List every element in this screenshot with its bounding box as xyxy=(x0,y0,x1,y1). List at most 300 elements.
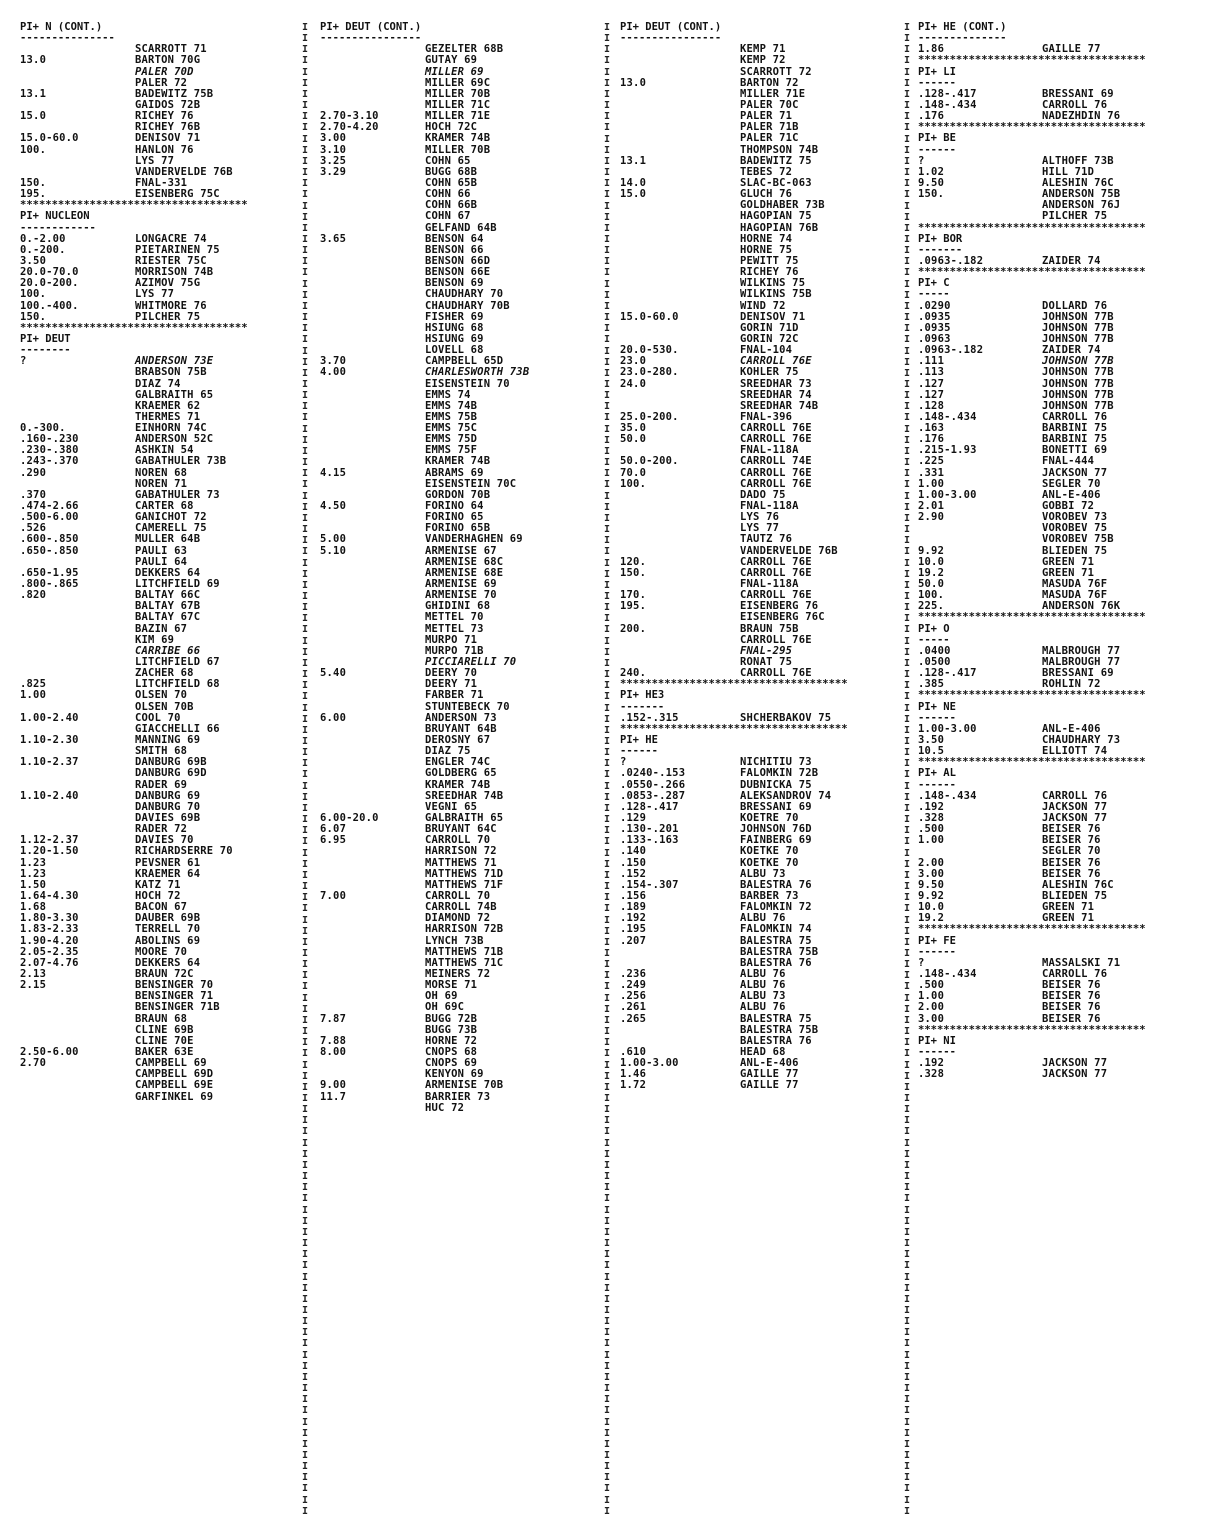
reference-label: GORIN 72C xyxy=(740,332,799,345)
reference-label: MORRISON 74B xyxy=(135,266,214,279)
reference-label: GREEN 71 xyxy=(1042,555,1095,568)
momentum-value: 23.0-280. xyxy=(620,366,679,379)
reference-label: SCARROTT 72 xyxy=(740,65,812,78)
entry-row xyxy=(320,456,605,467)
reference-label: BENSON 66E xyxy=(425,266,491,279)
reference-label: GREEN 71 xyxy=(1042,901,1095,914)
reference-label: ALBU 76 xyxy=(740,979,786,992)
entry-row xyxy=(620,301,904,312)
entry-row xyxy=(918,1014,1226,1025)
momentum-value: 150. xyxy=(620,566,647,579)
reference-label: AZIMOV 75G xyxy=(135,277,201,290)
momentum-value: .0853-.287 xyxy=(620,789,686,802)
reference-label: BRAUN 68 xyxy=(135,1012,188,1025)
entry-row xyxy=(320,211,605,222)
reference-label: DEKKERS 64 xyxy=(135,566,201,579)
reference-label: GEZELTER 68B xyxy=(425,43,504,56)
reference-label: TAUTZ 76 xyxy=(740,533,793,546)
entry-row xyxy=(620,1080,904,1091)
reference-label: BARTON 70G xyxy=(135,54,201,67)
momentum-value: .163 xyxy=(918,422,945,435)
reference-label: VOROBEV 75B xyxy=(1042,533,1114,546)
reference-label: EINHORN 74C xyxy=(135,422,207,435)
momentum-value: 1.00 xyxy=(918,477,945,490)
star-separator: ************************************ xyxy=(620,679,848,691)
entry-row xyxy=(20,312,300,323)
reference-label: PIETARINEN 75 xyxy=(135,243,220,256)
momentum-value: 35.0 xyxy=(620,422,647,435)
reference-label: KRAEMER 64 xyxy=(135,867,201,880)
reference-label: PALER 71 xyxy=(740,110,793,123)
momentum-value: .236 xyxy=(620,967,647,980)
reference-label: ARMENISE 68E xyxy=(425,566,504,579)
momentum-value: ? xyxy=(620,756,627,769)
reference-label: EISENSTEIN 70C xyxy=(425,477,517,490)
momentum-value: .600-.850 xyxy=(20,533,79,546)
reference-label: KOETKE 70 xyxy=(740,845,799,858)
reference-label: BLIEDEN 75 xyxy=(1042,889,1108,902)
reference-label: JOHNSON 77B xyxy=(1042,310,1114,323)
reference-label: DAUBER 69B xyxy=(135,912,201,925)
reference-label: DANBURG 69D xyxy=(135,767,207,780)
momentum-value: 24.0 xyxy=(620,377,647,390)
reference-label: MANNING 69 xyxy=(135,734,201,746)
reference-label: FAINBERG 69 xyxy=(740,834,812,847)
reference-label: DEERY 70 xyxy=(425,667,478,680)
section-heading: PI+ HE (CONT.) xyxy=(918,22,1007,33)
reference-label: COHN 65B xyxy=(425,176,478,189)
momentum-value: .290 xyxy=(20,466,47,479)
reference-label: DEERY 71 xyxy=(425,678,478,691)
momentum-value: 3.00 xyxy=(918,867,945,880)
momentum-value: 3.50 xyxy=(20,254,47,267)
momentum-value: ? xyxy=(918,154,925,167)
reference-label: PALER 72 xyxy=(135,76,188,89)
momentum-value: .129 xyxy=(620,811,647,824)
reference-label: WILKINS 75 xyxy=(740,277,806,290)
reference-label: CARROLL 76 xyxy=(1042,98,1108,111)
reference-label: BRESSANI 69 xyxy=(740,800,812,813)
reference-label: FALOMKIN 72 xyxy=(740,901,812,914)
momentum-value: 1.86 xyxy=(918,43,945,56)
reference-label: BENSON 64 xyxy=(425,232,484,245)
entry-row xyxy=(918,211,1226,222)
reference-label: MASSALSKI 71 xyxy=(1042,956,1121,969)
reference-label: BLIEDEN 75 xyxy=(1042,544,1108,557)
momentum-value: .127 xyxy=(918,377,945,390)
column-4 xyxy=(918,22,1226,1522)
reference-label: ALBU 73 xyxy=(740,867,786,880)
reference-label: HOCH 72 xyxy=(135,889,181,902)
entry-row xyxy=(620,223,904,234)
reference-label: GREEN 71 xyxy=(1042,566,1095,579)
reference-label: SREEDHAR 74B xyxy=(740,399,819,412)
star-separator: ************************************ xyxy=(918,1024,1146,1036)
reference-label: JOHNSON 77B xyxy=(1042,399,1114,412)
reference-label: JOHNSON 76D xyxy=(740,823,812,836)
reference-label: EISENBERG 76 xyxy=(740,600,819,613)
entry-row xyxy=(20,367,300,378)
reference-label: MILLER 71C xyxy=(425,98,491,111)
reference-label: MALBROUGH 77 xyxy=(1042,644,1121,657)
reference-label: BALESTRA 76 xyxy=(740,1034,812,1047)
reference-label: LONGACRE 74 xyxy=(135,232,207,245)
reference-label: DOLLARD 76 xyxy=(1042,299,1108,312)
momentum-value: .225 xyxy=(918,455,945,468)
reference-label: ELLIOTT 74 xyxy=(1042,745,1108,758)
reference-label: CAMPBELL 65D xyxy=(425,355,504,368)
entry-row xyxy=(620,846,904,857)
momentum-value: .0400 xyxy=(918,644,951,657)
reference-label: HARRISON 72 xyxy=(425,845,497,858)
reference-label: PAULI 63 xyxy=(135,544,188,557)
reference-label: FNAL-331 xyxy=(135,176,188,189)
reference-label: ANL-E-406 xyxy=(1042,488,1101,501)
reference-label: BALTAY 67C xyxy=(135,611,201,624)
momentum-value: 13.1 xyxy=(20,87,47,100)
reference-label: KEMP 71 xyxy=(740,43,786,56)
reference-label: HOCH 72C xyxy=(425,121,478,134)
section-rule: -------------- xyxy=(918,33,1007,45)
momentum-value: .113 xyxy=(918,366,945,379)
momentum-value: 2.50-6.00 xyxy=(20,1045,79,1058)
momentum-value: 1.02 xyxy=(918,165,945,178)
entry-row xyxy=(20,768,300,779)
reference-label: BEISER 76 xyxy=(1042,823,1101,836)
reference-label: ARMENISE 70 xyxy=(425,589,497,602)
star-separator: ************************************ xyxy=(918,757,1146,769)
reference-label: LYS 76 xyxy=(740,511,780,524)
reference-label: KRAMER 74B xyxy=(425,455,491,468)
momentum-value: 100.-400. xyxy=(20,299,79,312)
reference-label: MILLER 71E xyxy=(740,87,806,100)
entry-row xyxy=(918,379,1226,390)
reference-label: MILLER 71E xyxy=(425,110,491,123)
momentum-value: 50.0-200. xyxy=(620,455,679,468)
reference-label: LYS 77 xyxy=(135,154,175,167)
reference-label: BRUYANT 64C xyxy=(425,823,497,836)
reference-label: FNAL-118A xyxy=(740,578,799,591)
momentum-value: .500 xyxy=(918,979,945,992)
reference-label: BALESTRA 76 xyxy=(740,956,812,969)
reference-label: OLSEN 70B xyxy=(135,700,194,713)
section-rule: ------- xyxy=(918,244,963,256)
column-1 xyxy=(20,22,300,1522)
reference-label: CARROLL 76E xyxy=(740,477,812,490)
section-heading: PI+ HE3 xyxy=(620,690,665,702)
entry-row xyxy=(918,1069,1226,1080)
momentum-value: 100. xyxy=(918,589,945,602)
momentum-value: 11.7 xyxy=(320,1090,347,1103)
reference-label: WILKINS 75B xyxy=(740,288,812,301)
momentum-value: .265 xyxy=(620,1012,647,1025)
entry-row xyxy=(320,1092,605,1103)
reference-label: ARMENISE 67 xyxy=(425,544,497,557)
entry-row xyxy=(620,924,904,935)
momentum-value: 9.50 xyxy=(918,878,945,891)
momentum-value: 13.1 xyxy=(620,154,647,167)
reference-label: COHN 66 xyxy=(425,188,471,201)
reference-label: JOHNSON 77B xyxy=(1042,388,1114,401)
reference-label: DIAMOND 72 xyxy=(425,912,491,925)
reference-label: VANDERVELDE 76B xyxy=(740,544,838,557)
entry-row xyxy=(20,846,300,857)
reference-label: GOBBI 72 xyxy=(1042,500,1095,513)
reference-label: HSIUNG 68 xyxy=(425,321,484,334)
reference-label: MILLER 70B xyxy=(425,87,491,100)
reference-label: BARRIER 73 xyxy=(425,1090,491,1103)
reference-label: ENGLER 74C xyxy=(425,756,491,769)
momentum-value: 1.00-3.00 xyxy=(918,488,977,501)
reference-label: COHN 66B xyxy=(425,199,478,212)
reference-label: CARROLL 76E xyxy=(740,422,812,435)
reference-label: ANDERSON 73 xyxy=(425,711,497,724)
momentum-value: .500-6.00 xyxy=(20,511,79,524)
section-rule: --------------- xyxy=(20,33,115,45)
reference-label: PEWITT 75 xyxy=(740,254,799,267)
reference-label: BEISER 76 xyxy=(1042,1012,1101,1025)
reference-label: ZACHER 68 xyxy=(135,667,194,680)
momentum-value: .189 xyxy=(620,901,647,914)
star-separator: ************************************ xyxy=(20,322,248,334)
momentum-value: 195. xyxy=(20,188,47,201)
reference-label: CARROLL 74E xyxy=(740,455,812,468)
momentum-value: .256 xyxy=(620,990,647,1003)
reference-label: PALER 70C xyxy=(740,98,799,111)
reference-label: MALBROUGH 77 xyxy=(1042,656,1121,669)
entry-row xyxy=(620,456,904,467)
star-separator: ************************************ xyxy=(918,924,1146,936)
entry-row xyxy=(918,367,1226,378)
momentum-value: 1.10-2.40 xyxy=(20,789,79,802)
section-rule: ------------ xyxy=(20,222,96,234)
reference-label: SLAC-BC-063 xyxy=(740,176,812,189)
entry-row xyxy=(320,289,605,300)
reference-label: CAMERELL 75 xyxy=(135,522,207,535)
momentum-value: 195. xyxy=(620,600,647,613)
reference-label: METTEL 73 xyxy=(425,622,484,635)
reference-label: FNAL-104 xyxy=(740,344,793,357)
section-rule: ------- xyxy=(620,701,665,713)
reference-label: LYNCH 73B xyxy=(425,934,484,947)
reference-label: MATTHEWS 71C xyxy=(425,956,504,969)
reference-label: BENSINGER 71B xyxy=(135,1001,220,1014)
momentum-value: 15.0 xyxy=(20,110,47,123)
reference-label: TEBES 72 xyxy=(740,165,793,178)
momentum-value: .820 xyxy=(20,589,47,602)
momentum-value: 7.00 xyxy=(320,889,347,902)
reference-label: BARBINI 75 xyxy=(1042,433,1108,446)
momentum-value: 13.0 xyxy=(620,76,647,89)
reference-label: PILCHER 75 xyxy=(135,310,201,323)
momentum-value: 2.05-2.35 xyxy=(20,945,79,958)
entry-row xyxy=(20,189,300,200)
momentum-value: 2.13 xyxy=(20,967,47,980)
section-heading: PI+ NUCLEON xyxy=(20,211,90,223)
reference-label: MILLER 69C xyxy=(425,76,491,89)
section-heading: PI+ AL xyxy=(918,768,956,780)
reference-label: BENSINGER 70 xyxy=(135,979,214,992)
momentum-value: .128 xyxy=(918,399,945,412)
section-heading: PI+ NE xyxy=(918,701,956,713)
momentum-value: .192 xyxy=(918,1057,945,1070)
reference-label: ANDERSON 73E xyxy=(135,355,214,368)
star-separator: ************************************ xyxy=(918,267,1146,279)
reference-label: DIAZ 74 xyxy=(135,377,181,390)
entry-row xyxy=(620,133,904,144)
momentum-value: .128-.417 xyxy=(918,87,977,100)
reference-label: JACKSON 77 xyxy=(1042,800,1108,813)
momentum-value: 5.40 xyxy=(320,667,347,680)
reference-label: FISHER 69 xyxy=(425,310,484,323)
reference-label: GABATHULER 73 xyxy=(135,488,220,501)
momentum-value: .825 xyxy=(20,678,47,691)
reference-label: THERMES 71 xyxy=(135,410,201,423)
momentum-value: 1.64-4.30 xyxy=(20,889,79,902)
reference-label: ANDERSON 76J xyxy=(1042,199,1121,212)
reference-label: TERRELL 70 xyxy=(135,923,201,936)
reference-label: MEINERS 72 xyxy=(425,967,491,980)
reference-label: RADER 69 xyxy=(135,778,188,791)
momentum-value: .243-.370 xyxy=(20,455,79,468)
reference-label: BRESSANI 69 xyxy=(1042,87,1114,100)
reference-label: CNOPS 69 xyxy=(425,1057,478,1070)
momentum-value: 1.00-3.00 xyxy=(918,722,977,735)
momentum-value: 20.0-70.0 xyxy=(20,266,79,279)
momentum-value: 15.0 xyxy=(620,188,647,201)
momentum-value: .148-.434 xyxy=(918,789,977,802)
momentum-value: 1.50 xyxy=(20,878,47,891)
momentum-value: 4.15 xyxy=(320,466,347,479)
momentum-value: 3.00 xyxy=(918,1012,945,1025)
entry-row xyxy=(918,1002,1226,1013)
entry-row xyxy=(918,746,1226,757)
entry-row xyxy=(20,1002,300,1013)
momentum-value: .230-.380 xyxy=(20,444,79,457)
reference-label: DAVIES 69B xyxy=(135,811,201,824)
column-3 xyxy=(620,22,904,1522)
reference-label: KRAMER 74B xyxy=(425,778,491,791)
reference-label: DANBURG 70 xyxy=(135,800,201,813)
star-separator: ************************************ xyxy=(620,723,848,735)
reference-label: KRAEMER 62 xyxy=(135,399,201,412)
momentum-value: 1.00-2.40 xyxy=(20,711,79,724)
reference-label: CLINE 70E xyxy=(135,1034,194,1047)
reference-label: HORNE 72 xyxy=(425,1034,478,1047)
momentum-value: .328 xyxy=(918,1068,945,1081)
momentum-value: 1.68 xyxy=(20,901,47,914)
reference-label: BALESTRA 75 xyxy=(740,934,812,947)
momentum-value: 100. xyxy=(620,477,647,490)
reference-label: COHN 67 xyxy=(425,210,471,223)
momentum-value: .195 xyxy=(620,923,647,936)
momentum-value: .800-.865 xyxy=(20,578,79,591)
reference-label: JACKSON 77 xyxy=(1042,1068,1108,1081)
reference-label: CARROLL 74B xyxy=(425,901,497,914)
reference-label: BALESTRA 75 xyxy=(740,1012,812,1025)
reference-label: OLSEN 70 xyxy=(135,689,188,702)
entry-row xyxy=(620,936,904,947)
reference-label: PAULI 64 xyxy=(135,555,188,568)
reference-label: ALTHOFF 73B xyxy=(1042,154,1114,167)
entry-row xyxy=(620,379,904,390)
momentum-value: .160-.230 xyxy=(20,433,79,446)
reference-label: BALESTRA 76 xyxy=(740,878,812,891)
entry-row xyxy=(320,612,605,623)
momentum-value: 19.2 xyxy=(918,566,945,579)
entry-row xyxy=(320,690,605,701)
section-heading: PI+ BOR xyxy=(918,233,963,245)
momentum-value: 20.0-530. xyxy=(620,344,679,357)
reference-label: KEMP 72 xyxy=(740,54,786,67)
reference-label: CLINE 69B xyxy=(135,1023,194,1036)
reference-label: ROHLIN 72 xyxy=(1042,678,1101,691)
momentum-value: .154-.307 xyxy=(620,878,679,891)
reference-label: SREEDHAR 73 xyxy=(740,377,812,390)
reference-label: ABOLINS 69 xyxy=(135,934,201,947)
momentum-value: .328 xyxy=(918,811,945,824)
momentum-value: 4.00 xyxy=(320,366,347,379)
reference-label: BEISER 76 xyxy=(1042,856,1101,869)
reference-label: GELFAND 64B xyxy=(425,221,497,234)
reference-label: BADEWITZ 75B xyxy=(135,87,214,100)
momentum-value: 7.88 xyxy=(320,1034,347,1047)
momentum-value: 1.00 xyxy=(20,689,47,702)
momentum-value: 1.00 xyxy=(918,834,945,847)
star-separator: ************************************ xyxy=(918,122,1146,134)
momentum-value: .370 xyxy=(20,488,47,501)
star-separator: ************************************ xyxy=(918,55,1146,67)
momentum-value: .192 xyxy=(620,912,647,925)
reference-label: CARTER 68 xyxy=(135,500,194,513)
reference-label: HAGOPIAN 76B xyxy=(740,221,819,234)
reference-label: PICCIARELLI 70 xyxy=(425,656,517,669)
momentum-value: 5.00 xyxy=(320,533,347,546)
reference-label: BAKER 63E xyxy=(135,1045,194,1058)
momentum-value: 3.00 xyxy=(320,132,347,145)
reference-label: HILL 71D xyxy=(1042,165,1095,178)
momentum-value: 3.10 xyxy=(320,143,347,156)
reference-label: VANDERVELDE 76B xyxy=(135,165,233,178)
reference-label: CARROLL 76E xyxy=(740,667,812,680)
reference-label: DIAZ 75 xyxy=(425,745,471,758)
reference-label: EISENBERG 75C xyxy=(135,188,220,201)
reference-label: CAMPBELL 69E xyxy=(135,1079,214,1092)
reference-label: THOMPSON 74B xyxy=(740,143,819,156)
reference-label: FNAL-118A xyxy=(740,444,799,457)
momentum-value: .152 xyxy=(620,867,647,880)
momentum-value: .192 xyxy=(918,800,945,813)
reference-label: PALER 71C xyxy=(740,132,799,145)
reference-label: ZAIDER 74 xyxy=(1042,344,1101,357)
reference-label: BENSON 66D xyxy=(425,254,491,267)
entry-row xyxy=(320,534,605,545)
reference-label: ANL-E-406 xyxy=(1042,722,1101,735)
reference-label: ALESHIN 76C xyxy=(1042,176,1114,189)
reference-label: GABATHULER 73B xyxy=(135,455,227,468)
momentum-value: 2.00 xyxy=(918,856,945,869)
reference-label: EMMS 75C xyxy=(425,422,478,435)
momentum-value: 1.23 xyxy=(20,867,47,880)
reference-label: GUTAY 69 xyxy=(425,54,478,67)
reference-label: EISENBERG 76C xyxy=(740,611,825,624)
momentum-value: 2.70-4.20 xyxy=(320,121,379,134)
momentum-value: 5.10 xyxy=(320,544,347,557)
entry-row xyxy=(918,256,1226,267)
entry-row xyxy=(620,1002,904,1013)
momentum-value: 1.46 xyxy=(620,1068,647,1081)
reference-label: SMITH 68 xyxy=(135,745,188,758)
